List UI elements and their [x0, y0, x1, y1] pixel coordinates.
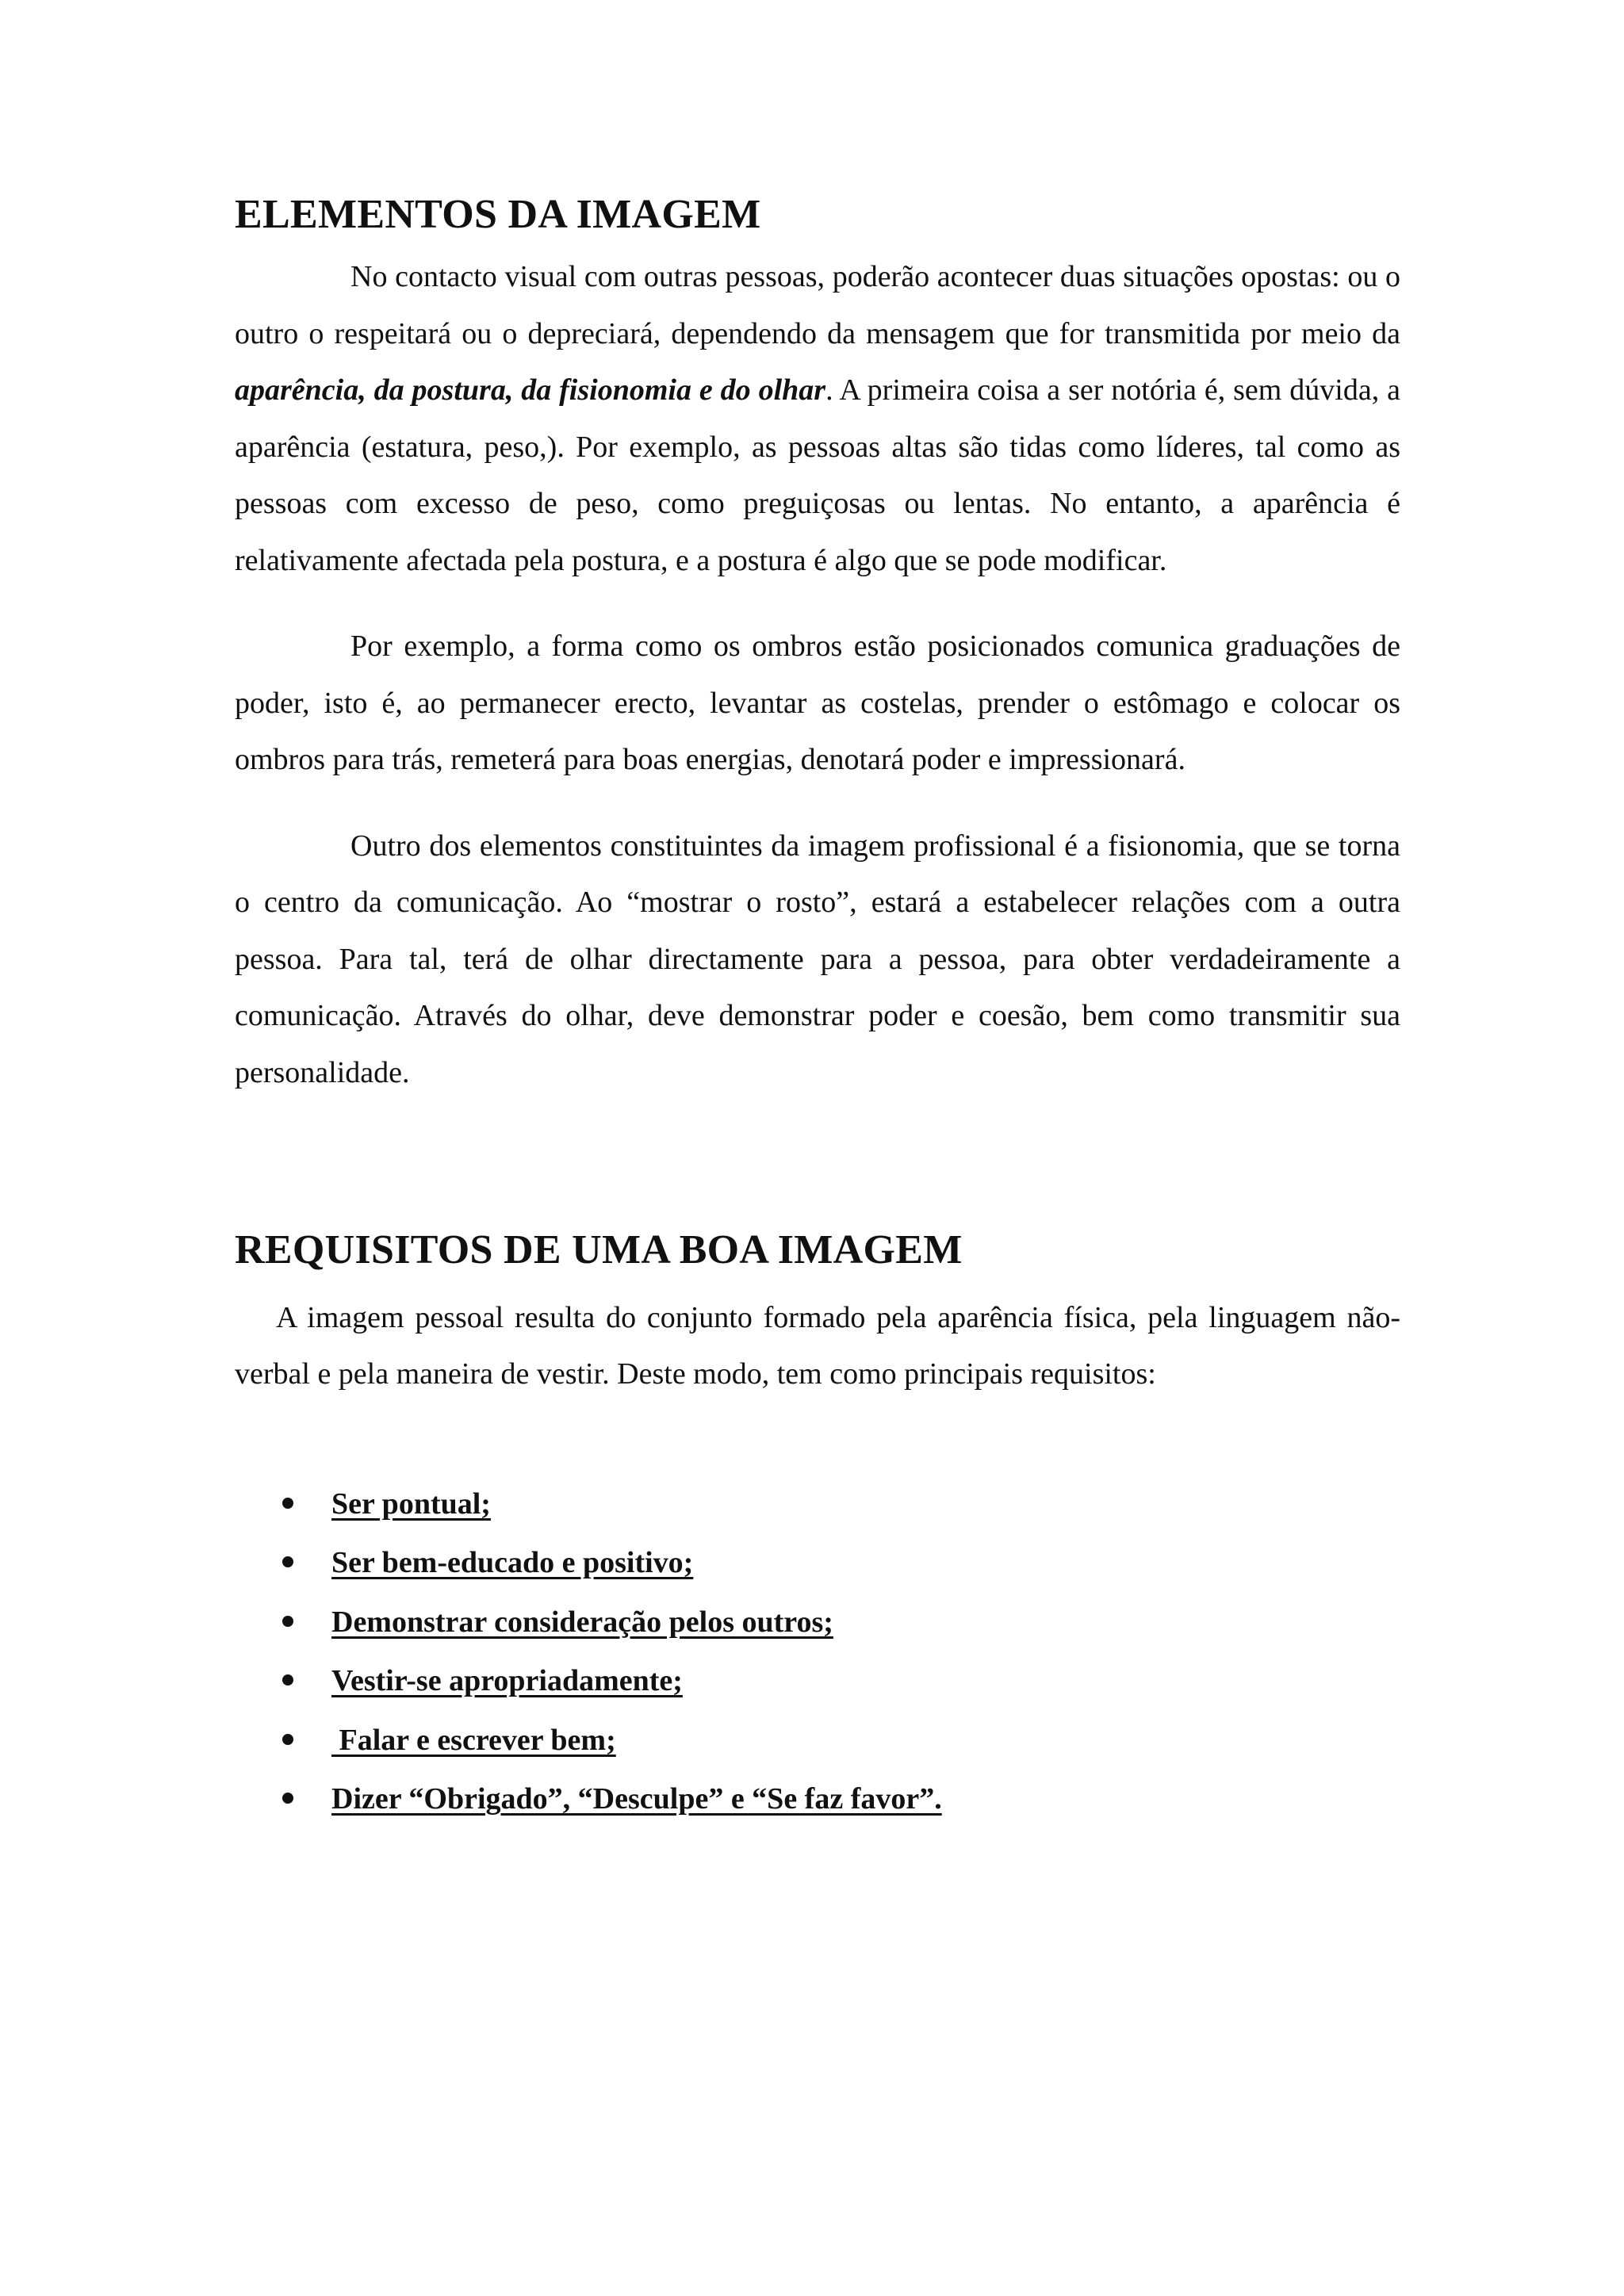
requirement-text: Ser bem-educado e positivo; [331, 1546, 694, 1580]
requirement-text: Falar e escrever bem; [331, 1723, 616, 1757]
paragraph-text: . A primeira coisa a ser notória é, sem dúvida, a aparência (estatura, peso,). Por exemplo, as pessoas altas são tidas como líderes, tal como as pessoas com excesso de peso, como preguiçosas ou lentas. No entanto, a aparência é relativamente afectada pela postura, e a postura é algo que se pode modificar. [235, 373, 1400, 577]
requirement-text: Demonstrar consideração pelos outros; [331, 1605, 833, 1639]
emphasized-text: aparência, da postura, da fisionomia e do olhar [235, 373, 826, 408]
bullet-icon [282, 1556, 293, 1567]
bullet-icon [282, 1498, 293, 1509]
requirement-text: Dizer “Obrigado”, “Desculpe” e “Se faz favor”. [331, 1782, 942, 1816]
page-content [235, 182, 1400, 1829]
bullet-icon [282, 1793, 293, 1804]
paragraph-text: No contacto visual com outras pessoas, poderão acontecer duas situações opostas: ou o outro o respeitará ou o depreciará, dependendo da mensagem que for transmitida por meio da [235, 260, 1400, 350]
section-title-elementos: ELEMENTOS DA IMAGEM [235, 192, 761, 237]
bullet-icon [282, 1734, 293, 1745]
section-title-requisitos: REQUISITOS DE UMA BOA IMAGEM [235, 1227, 963, 1273]
paragraph-physiognomy: Outro dos elementos constituintes da imagem profissional é a fisionomia, que se torna o centro da comunicação. Ao “mostrar o rosto”, estará a estabelecer relações com a outra pessoa. Para tal, terá de olhar directamente para a pessoa, para obter verdadeiramente a comunicação. Através do olhar, deve demonstrar poder e coesão, bem como transmitir sua personalidade. [235, 828, 1400, 1089]
list-item [235, 1651, 1400, 1711]
requirements-list [235, 1475, 1400, 1829]
requirement-text: Vestir-se apropriadamente; [331, 1664, 683, 1698]
paragraph-requirements-intro: A imagem pessoal resulta do conjunto formado pela aparência física, pela linguagem não-verbal e pela maneira de vestir. Deste modo, tem como principais requisitos: [235, 1300, 1400, 1391]
list-item [235, 1770, 1400, 1829]
bullet-icon [282, 1674, 293, 1686]
requirement-text: Ser pontual; [331, 1487, 491, 1521]
list-item [235, 1711, 1400, 1770]
paragraph-appearance [235, 249, 1400, 589]
list-item [235, 1533, 1400, 1593]
list-item [235, 1593, 1400, 1652]
list-item [235, 1475, 1400, 1534]
paragraph-posture: Por exemplo, a forma como os ombros estão posicionados comunica graduações de poder, isto é, ao permanecer erecto, levantar as costelas, prender o estômago e colocar os ombros para trás, remeterá para boas energias, denotará poder e impressionará. [235, 629, 1400, 777]
bullet-icon [282, 1616, 293, 1627]
